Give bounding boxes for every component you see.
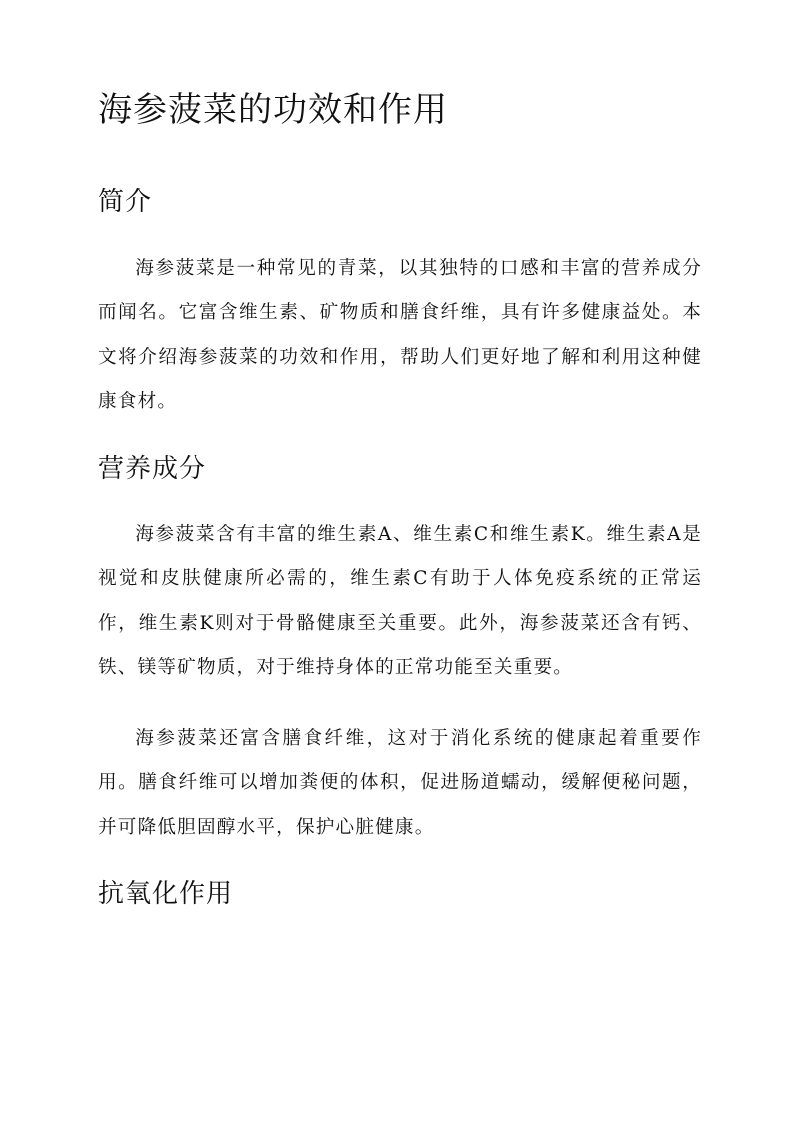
section-heading-antioxidant: 抗氧化作用: [98, 879, 234, 910]
section-heading-intro: 简介: [98, 187, 153, 218]
section-antioxidant: [98, 876, 702, 912]
paragraph: 海参菠菜还富含膳食纤维，这对于消化系统的健康起着重要作用。膳食纤维可以增加粪便的体积，促进肠道蠕动，缓解便秘问题，并可降低胆固醇水平，保护心脏健康。: [98, 727, 702, 838]
section-heading-nutrition: 营养成分: [98, 453, 207, 484]
paragraph: 海参菠菜是一种常见的青菜，以其独特的口感和丰富的营养成分而闻名。它富含维生素、矿物质和膳食纤维，具有许多健康益处。本文将介绍海参菠菜的功效和作用，帮助人们更好地了解和利用这种健康食材。: [98, 257, 702, 413]
paragraph: 海参菠菜含有丰富的维生素A、维生素C和维生素K。维生素A是视觉和皮肤健康所必需的，维生素C有助于人体免疫系统的正常运作，维生素K则对于骨骼健康至关重要。此外，海参菠菜还含有钙、铁、镁等矿物质，对于维持身体的正常功能至关重要。: [98, 523, 702, 679]
document-title: 海参菠菜的功效和作用: [98, 90, 448, 130]
section-intro: [98, 184, 702, 424]
section-nutrition: [98, 451, 702, 851]
